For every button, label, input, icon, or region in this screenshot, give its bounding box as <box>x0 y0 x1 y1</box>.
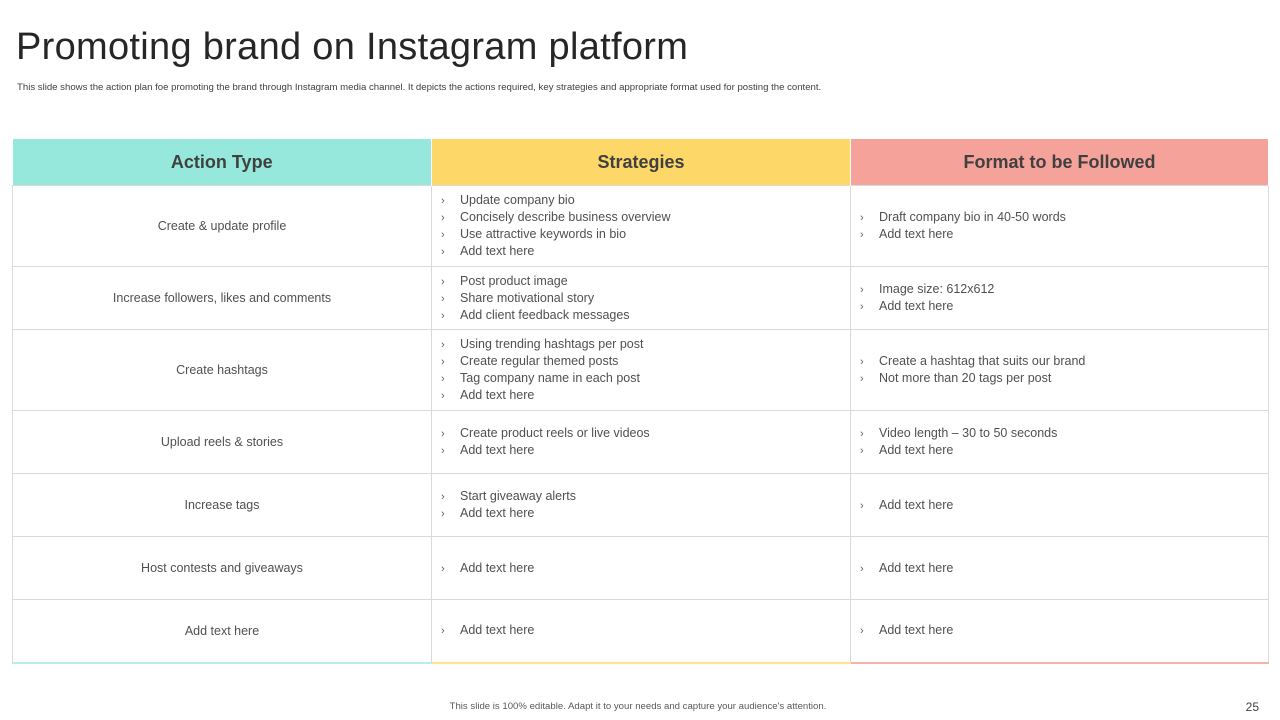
table-row <box>13 537 1269 600</box>
chevron-right-icon: › <box>441 491 445 503</box>
list-item-text: Add text here <box>879 560 954 575</box>
bullet-list <box>851 209 1268 243</box>
bullet-list <box>432 192 850 260</box>
list-item <box>860 442 1268 459</box>
list-item-text: Create regular themed posts <box>460 354 619 368</box>
table-row <box>13 411 1269 474</box>
table-row <box>13 330 1269 411</box>
list-item-text: Post product image <box>460 273 568 288</box>
format-cell <box>851 537 1269 600</box>
action-type-cell: Host contests and giveaways <box>13 537 432 600</box>
list-item-text: Add text here <box>460 560 535 575</box>
list-item-text: Using trending hashtags per post <box>460 337 644 351</box>
bullet-list <box>851 497 1268 514</box>
chevron-right-icon: › <box>441 339 445 351</box>
list-item <box>441 560 850 577</box>
action-type-cell: Upload reels & stories <box>13 411 432 474</box>
bullet-list <box>851 622 1268 639</box>
chevron-right-icon: › <box>860 625 864 638</box>
strategies-cell <box>432 537 851 600</box>
list-item-text: Add text here <box>460 623 535 638</box>
strategies-cell <box>432 330 851 411</box>
action-plan-table <box>12 139 1269 664</box>
chevron-right-icon: › <box>441 246 445 258</box>
chevron-right-icon: › <box>441 212 445 224</box>
chevron-right-icon: › <box>860 284 864 296</box>
list-item-text: Draft company bio in 40-50 words <box>879 210 1066 224</box>
strategies-cell <box>432 267 851 330</box>
bullet-list <box>851 353 1268 387</box>
bullet-list <box>851 281 1268 315</box>
action-type-cell: Increase tags <box>13 474 432 537</box>
format-cell <box>851 186 1269 267</box>
list-item-text: Update company bio <box>460 193 575 207</box>
table-row <box>13 600 1269 663</box>
list-item <box>860 281 1268 298</box>
table-row <box>13 267 1269 330</box>
list-item-text: Add client feedback messages <box>460 307 630 322</box>
action-type-cell: Create & update profile <box>13 186 432 267</box>
list-item-text: Create product reels or live videos <box>460 426 650 440</box>
bullet-list <box>432 622 850 639</box>
page-number: 25 <box>1245 700 1259 714</box>
chevron-right-icon: › <box>860 212 864 224</box>
bullet-list <box>432 560 850 577</box>
list-item <box>860 298 1268 315</box>
chevron-right-icon: › <box>860 356 864 368</box>
chevron-right-icon: › <box>441 562 445 575</box>
chevron-right-icon: › <box>441 195 445 207</box>
chevron-right-icon: › <box>441 292 445 305</box>
slide-subtitle: This slide shows the action plan foe promoting the brand through Instagram media channel. It depicts the actions required, key strategies and appropriate format used for posting the content. <box>17 82 822 93</box>
slide-footer: This slide is 100% editable. Adapt it to your needs and capture your audience's attention. <box>449 701 827 712</box>
list-item-text: Use attractive keywords in bio <box>460 227 627 241</box>
list-item <box>441 353 850 370</box>
list-item <box>441 192 850 209</box>
action-type-cell: Create hashtags <box>13 330 432 411</box>
chevron-right-icon: › <box>441 275 445 288</box>
format-cell <box>851 600 1269 663</box>
format-cell <box>851 474 1269 537</box>
list-item <box>860 622 1268 639</box>
table-header-row <box>13 139 1269 186</box>
format-cell <box>851 411 1269 474</box>
strategies-cell <box>432 474 851 537</box>
header-format: Format to be Followed <box>851 139 1269 186</box>
slide-title: Promoting brand on Instagram platform <box>16 26 689 68</box>
chevron-right-icon: › <box>441 625 445 638</box>
chevron-right-icon: › <box>441 356 445 368</box>
list-item-text: Add text here <box>460 443 535 457</box>
chevron-right-icon: › <box>860 445 864 457</box>
bullet-list <box>432 488 850 522</box>
chevron-right-icon: › <box>441 309 445 322</box>
bullet-list <box>432 425 850 459</box>
list-item <box>860 425 1268 442</box>
list-item-text: Not more than 20 tags per post <box>879 371 1052 385</box>
action-type-cell: Increase followers, likes and comments <box>13 267 432 330</box>
list-item-text: Add text here <box>879 497 954 512</box>
list-item-text: Video length – 30 to 50 seconds <box>879 426 1058 440</box>
list-item <box>441 209 850 226</box>
chevron-right-icon: › <box>860 229 864 241</box>
action-type-cell: Add text here <box>13 600 432 663</box>
bullet-list <box>851 560 1268 577</box>
list-item <box>860 226 1268 243</box>
strategies-cell <box>432 186 851 267</box>
chevron-right-icon: › <box>441 390 445 402</box>
table-row <box>13 186 1269 267</box>
list-item-text: Tag company name in each post <box>460 371 640 385</box>
list-item <box>441 505 850 522</box>
header-strategies: Strategies <box>432 139 851 186</box>
chevron-right-icon: › <box>441 508 445 520</box>
bullet-list <box>432 336 850 404</box>
chevron-right-icon: › <box>441 428 445 440</box>
list-item-text: Start giveaway alerts <box>460 489 577 503</box>
list-item <box>860 560 1268 577</box>
list-item <box>860 209 1268 226</box>
strategies-cell <box>432 411 851 474</box>
list-item-text: Image size: 612x612 <box>879 282 995 296</box>
list-item <box>441 307 850 324</box>
list-item <box>860 353 1268 370</box>
list-item <box>441 370 850 387</box>
chevron-right-icon: › <box>860 373 864 385</box>
list-item <box>441 442 850 459</box>
list-item-text: Add text here <box>460 506 535 520</box>
list-item-text: Add text here <box>879 227 954 241</box>
format-cell <box>851 267 1269 330</box>
list-item-text: Add text here <box>879 623 954 638</box>
list-item <box>441 387 850 404</box>
bullet-list <box>851 425 1268 459</box>
list-item-text: Create a hashtag that suits our brand <box>879 354 1086 368</box>
bullet-list <box>432 273 850 324</box>
chevron-right-icon: › <box>860 301 864 313</box>
list-item-text: Share motivational story <box>460 290 595 305</box>
list-item <box>441 290 850 307</box>
list-item-text: Add text here <box>460 388 535 402</box>
chevron-right-icon: › <box>441 373 445 385</box>
table-row <box>13 474 1269 537</box>
chevron-right-icon: › <box>441 229 445 241</box>
header-action-type: Action Type <box>13 139 432 186</box>
strategies-cell <box>432 600 851 663</box>
list-item <box>441 488 850 505</box>
list-item <box>441 243 850 260</box>
chevron-right-icon: › <box>860 562 864 575</box>
chevron-right-icon: › <box>441 445 445 457</box>
list-item <box>441 425 850 442</box>
list-item <box>441 622 850 639</box>
list-item <box>441 273 850 290</box>
list-item-text: Add text here <box>879 299 954 313</box>
list-item-text: Add text here <box>460 244 535 258</box>
list-item <box>441 336 850 353</box>
list-item-text: Add text here <box>879 443 954 457</box>
list-item <box>860 370 1268 387</box>
list-item <box>441 226 850 243</box>
list-item <box>860 497 1268 514</box>
list-item-text: Concisely describe business overview <box>460 210 671 224</box>
format-cell <box>851 330 1269 411</box>
chevron-right-icon: › <box>860 428 864 440</box>
chevron-right-icon: › <box>860 499 864 512</box>
